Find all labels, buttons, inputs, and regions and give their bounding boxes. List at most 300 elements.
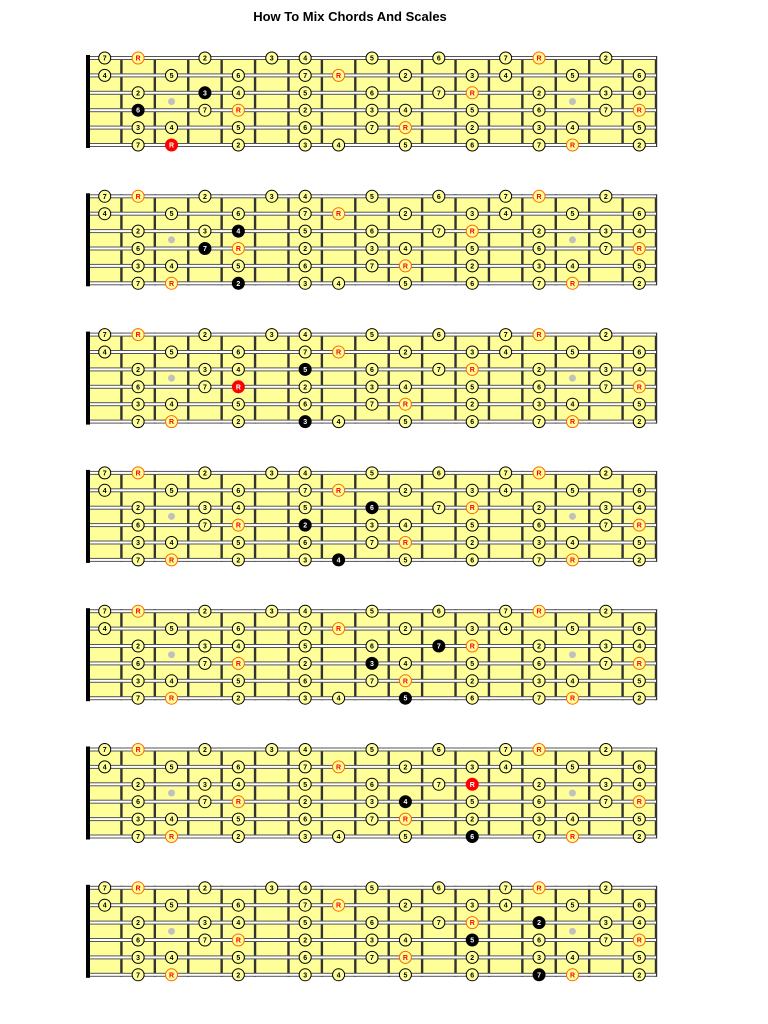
scale-note — [500, 882, 512, 894]
scale-note — [466, 554, 478, 566]
note-label: 4 — [336, 142, 341, 150]
scale-note — [99, 52, 111, 64]
scale-note — [399, 554, 411, 566]
scale-note — [166, 398, 178, 410]
scale-note — [166, 675, 178, 687]
note-label: 7 — [370, 263, 374, 271]
note-label: 7 — [136, 419, 141, 427]
scale-note — [566, 69, 578, 81]
scale-note — [533, 225, 545, 237]
scale-note — [566, 675, 578, 687]
note-label: 7 — [537, 834, 542, 841]
note-label: 7 — [136, 834, 141, 841]
root-note — [166, 692, 178, 704]
scale-note — [566, 623, 578, 635]
scale-note — [232, 346, 244, 358]
scale-note — [399, 381, 411, 393]
scale-note — [633, 554, 645, 566]
note-label: 2 — [637, 280, 642, 288]
fret-line — [655, 886, 657, 977]
fret-line — [220, 609, 222, 700]
scale-note — [299, 831, 311, 843]
note-label: 4 — [102, 211, 107, 219]
scale-note — [199, 519, 211, 531]
note-label: 4 — [637, 228, 642, 236]
scale-note — [232, 640, 244, 652]
nut — [86, 332, 90, 425]
scale-note — [132, 398, 144, 410]
note-label: 2 — [403, 72, 408, 80]
note-label: 3 — [537, 263, 542, 271]
scale-note — [232, 139, 244, 151]
root-note — [399, 260, 411, 272]
note-label: 5 — [637, 540, 642, 547]
scale-note — [232, 87, 244, 99]
scale-note — [132, 917, 144, 929]
scale-note — [566, 208, 578, 220]
note-label: 4 — [403, 799, 408, 807]
note-label: 5 — [637, 816, 642, 824]
fret-line — [154, 886, 156, 977]
note-label: 5 — [570, 902, 575, 910]
scale-note — [299, 260, 311, 272]
scale-note — [500, 190, 512, 202]
scale-note — [466, 623, 478, 635]
scale-note — [132, 519, 144, 531]
scale-note — [633, 899, 645, 911]
scale-note — [199, 329, 211, 341]
note-label: 7 — [603, 937, 608, 945]
root-note — [132, 329, 144, 341]
fret-line — [254, 56, 256, 147]
note-label: 3 — [202, 643, 207, 651]
fret-line — [621, 56, 623, 147]
fret-line — [655, 748, 657, 839]
highlighted-note — [399, 796, 411, 808]
scale-note — [433, 52, 445, 64]
fret-line — [555, 194, 557, 285]
note-label: 7 — [537, 972, 542, 980]
note-label: 2 — [403, 764, 408, 772]
note-label: 2 — [470, 125, 475, 133]
note-label: 5 — [470, 937, 475, 945]
scale-note — [466, 122, 478, 134]
scale-note — [232, 761, 244, 773]
scale-note — [600, 329, 612, 341]
note-label: 4 — [503, 211, 508, 219]
scale-note — [299, 934, 311, 946]
note-label: 2 — [637, 972, 642, 980]
note-label: 3 — [136, 125, 141, 133]
note-label: 5 — [403, 557, 408, 565]
scale-note — [466, 208, 478, 220]
note-label: 4 — [503, 902, 508, 910]
scale-note — [199, 640, 211, 652]
note-label: 7 — [537, 280, 542, 288]
note-label: 2 — [236, 142, 241, 150]
scale-note — [299, 761, 311, 773]
note-label: 7 — [603, 107, 608, 115]
fretboard-diagram — [86, 467, 657, 566]
scale-note — [99, 190, 111, 202]
scale-note — [433, 87, 445, 99]
scale-note — [132, 640, 144, 652]
note-label: R — [636, 937, 642, 945]
note-label: 2 — [603, 747, 608, 754]
note-label: 5 — [303, 90, 308, 98]
note-label: 7 — [603, 799, 608, 807]
scale-note — [433, 467, 445, 479]
scale-note — [433, 363, 445, 375]
note-label: 4 — [503, 764, 508, 772]
note-label: 3 — [370, 522, 374, 530]
fret-line — [187, 886, 189, 977]
note-label: 7 — [202, 660, 207, 668]
note-label: 7 — [102, 747, 107, 754]
fret-line — [588, 333, 590, 424]
root-note — [633, 243, 645, 255]
note-label: 7 — [503, 332, 508, 340]
note-label: 3 — [136, 540, 141, 547]
note-label: 2 — [202, 885, 207, 893]
fret-line — [421, 886, 423, 977]
scale-note — [600, 778, 612, 790]
scale-note — [600, 243, 612, 255]
scale-note — [232, 208, 244, 220]
note-label: 2 — [303, 522, 308, 530]
root-note — [132, 52, 144, 64]
note-label: 7 — [503, 193, 508, 201]
note-label: 6 — [537, 384, 542, 392]
scale-note — [132, 225, 144, 237]
fret-line — [154, 471, 156, 562]
fret-line — [354, 56, 356, 147]
note-label: 2 — [303, 107, 308, 115]
note-label: R — [135, 747, 141, 754]
note-label: R — [168, 557, 175, 565]
scale-note — [466, 139, 478, 151]
fret-inlay — [569, 513, 576, 520]
note-label: 7 — [303, 487, 308, 495]
fretboard-diagram — [86, 329, 657, 428]
scale-note — [633, 692, 645, 704]
note-label: 6 — [370, 781, 374, 789]
note-label: 3 — [136, 678, 141, 686]
note-label: R — [402, 816, 408, 824]
note-label: 2 — [470, 678, 475, 686]
root-note — [333, 484, 345, 496]
note-label: R — [402, 263, 408, 271]
scale-note — [600, 917, 612, 929]
scale-note — [132, 243, 144, 255]
fret-line — [187, 194, 189, 285]
note-label: 3 — [303, 142, 308, 150]
note-label: 4 — [303, 747, 308, 754]
note-label: 7 — [136, 557, 141, 565]
root-note — [232, 934, 244, 946]
note-label: 3 — [370, 937, 374, 945]
scale-note — [366, 796, 378, 808]
fret-line — [254, 609, 256, 700]
note-label: 2 — [303, 660, 308, 668]
note-label: 3 — [202, 781, 207, 789]
scale-note — [132, 87, 144, 99]
note-label: 7 — [303, 349, 308, 357]
scale-note — [99, 329, 111, 341]
fret-line — [354, 333, 356, 424]
note-label: 6 — [470, 834, 475, 841]
fret-line — [588, 886, 590, 977]
fret-line — [621, 886, 623, 977]
fret-line — [521, 471, 523, 562]
fret-inlay — [569, 928, 576, 935]
scale-note — [466, 277, 478, 289]
scale-note — [633, 675, 645, 687]
note-label: 7 — [436, 920, 441, 928]
scale-note — [399, 519, 411, 531]
scale-note — [600, 467, 612, 479]
note-label: 6 — [136, 660, 141, 668]
fretboard-diagram — [86, 52, 657, 151]
scale-note — [266, 467, 278, 479]
scale-note — [533, 243, 545, 255]
note-label: 6 — [136, 246, 141, 253]
scale-note — [600, 52, 612, 64]
note-label: 2 — [637, 695, 642, 703]
scale-note — [633, 623, 645, 635]
scale-note — [199, 917, 211, 929]
note-label: 3 — [603, 643, 608, 651]
scale-note — [199, 225, 211, 237]
scale-note — [466, 416, 478, 428]
scale-note — [433, 778, 445, 790]
scale-note — [232, 778, 244, 790]
note-label: 3 — [136, 263, 141, 271]
scale-note — [299, 104, 311, 116]
root-note — [566, 554, 578, 566]
scale-note — [266, 882, 278, 894]
nut — [86, 470, 90, 563]
note-label: 6 — [470, 972, 475, 980]
scale-note — [566, 537, 578, 549]
scale-note — [399, 208, 411, 220]
note-label: 5 — [303, 366, 308, 374]
page-title: How To Mix Chords And Scales — [253, 9, 447, 24]
note-label: 2 — [403, 626, 408, 634]
note-label: R — [536, 332, 542, 340]
note-label: 5 — [169, 626, 174, 634]
note-label: 7 — [503, 747, 508, 754]
note-label: 4 — [102, 487, 107, 495]
scale-note — [299, 537, 311, 549]
note-label: 4 — [303, 470, 308, 478]
fret-line — [621, 194, 623, 285]
scale-note — [633, 502, 645, 514]
note-label: R — [469, 505, 475, 513]
scale-note — [99, 899, 111, 911]
scale-note — [399, 69, 411, 81]
highlighted-note — [199, 243, 211, 255]
note-label: R — [636, 660, 642, 668]
fret-line — [588, 471, 590, 562]
root-note — [466, 917, 478, 929]
note-label: 5 — [570, 72, 575, 80]
note-label: R — [469, 643, 475, 651]
fret-line — [555, 748, 557, 839]
note-label: R — [235, 660, 241, 668]
scale-note — [366, 744, 378, 756]
note-label: 5 — [236, 125, 241, 133]
fret-inlay — [168, 236, 175, 243]
note-label: 7 — [370, 401, 374, 409]
scale-note — [633, 139, 645, 151]
note-label: 3 — [202, 228, 207, 236]
root-note — [232, 519, 244, 531]
scale-note — [132, 122, 144, 134]
scale-note — [99, 69, 111, 81]
root-note — [132, 467, 144, 479]
scale-note — [366, 605, 378, 617]
note-label: 5 — [470, 660, 475, 668]
note-label: 2 — [470, 401, 475, 409]
note-label: 7 — [102, 193, 107, 201]
scale-note — [500, 623, 512, 635]
note-label: 5 — [236, 816, 241, 824]
fret-line — [120, 194, 122, 285]
fret-line — [321, 194, 323, 285]
scale-note — [132, 363, 144, 375]
highlighted-note — [533, 917, 545, 929]
fret-line — [421, 748, 423, 839]
scale-note — [500, 484, 512, 496]
note-label: 3 — [303, 419, 308, 427]
note-label: 5 — [403, 695, 408, 703]
scale-note — [466, 796, 478, 808]
scale-note — [132, 951, 144, 963]
fret-line — [421, 471, 423, 562]
scale-note — [299, 467, 311, 479]
note-label: 2 — [537, 643, 542, 651]
note-label: R — [402, 125, 408, 133]
note-label: 3 — [269, 608, 274, 616]
note-label: 3 — [603, 505, 608, 513]
note-label: 5 — [236, 678, 241, 686]
note-label: 5 — [169, 487, 174, 495]
scale-note — [366, 640, 378, 652]
note-label: 5 — [570, 487, 575, 495]
note-label: 3 — [603, 366, 608, 374]
note-label: 2 — [603, 470, 608, 478]
note-label: 4 — [503, 72, 508, 80]
note-label: 7 — [537, 142, 542, 150]
root-note — [566, 139, 578, 151]
fretboard-diagram — [86, 605, 657, 704]
note-label: 4 — [503, 349, 508, 357]
note-label: 4 — [303, 55, 308, 63]
fret-line — [287, 609, 289, 700]
note-label: 7 — [537, 419, 542, 427]
fret-line — [254, 748, 256, 839]
note-label: 5 — [303, 228, 308, 236]
scale-note — [366, 104, 378, 116]
scale-note — [366, 260, 378, 272]
scale-note — [132, 260, 144, 272]
scale-note — [99, 208, 111, 220]
note-label: 2 — [537, 228, 542, 236]
note-label: R — [168, 695, 175, 703]
note-label: R — [135, 332, 141, 340]
note-label: 7 — [537, 557, 542, 565]
scale-note — [132, 657, 144, 669]
note-label: 6 — [370, 643, 374, 651]
scale-note — [500, 208, 512, 220]
note-label: 6 — [537, 660, 542, 668]
scale-note — [533, 381, 545, 393]
scale-note — [633, 778, 645, 790]
scale-note — [232, 675, 244, 687]
scale-note — [366, 519, 378, 531]
fret-line — [120, 56, 122, 147]
scale-note — [232, 623, 244, 635]
note-label: 6 — [136, 107, 141, 115]
scale-note — [533, 934, 545, 946]
note-label: 5 — [570, 764, 575, 772]
scale-note — [600, 381, 612, 393]
fret-line — [421, 609, 423, 700]
root-note — [399, 813, 411, 825]
scale-note — [132, 554, 144, 566]
scale-note — [232, 969, 244, 981]
scale-note — [600, 363, 612, 375]
fret-line — [488, 886, 490, 977]
scale-note — [500, 346, 512, 358]
fret-line — [588, 609, 590, 700]
note-label: 6 — [236, 626, 241, 634]
note-label: 2 — [236, 972, 241, 980]
scale-note — [299, 605, 311, 617]
scale-note — [533, 416, 545, 428]
note-label: R — [636, 246, 642, 253]
nut — [86, 747, 90, 840]
fret-inlay — [168, 651, 175, 658]
root-note — [533, 744, 545, 756]
note-label: 6 — [436, 885, 441, 893]
fret-line — [287, 56, 289, 147]
scale-note — [199, 381, 211, 393]
root-note — [132, 882, 144, 894]
fret-line — [220, 56, 222, 147]
scale-note — [466, 761, 478, 773]
scale-note — [366, 122, 378, 134]
fret-line — [154, 333, 156, 424]
note-label: 7 — [603, 522, 608, 530]
root-note — [232, 657, 244, 669]
note-label: R — [569, 142, 576, 150]
note-label: 7 — [436, 643, 441, 651]
scale-note — [433, 917, 445, 929]
scale-note — [366, 467, 378, 479]
scale-note — [132, 778, 144, 790]
note-label: 7 — [603, 246, 608, 253]
scale-note — [566, 122, 578, 134]
fret-line — [521, 609, 523, 700]
scale-note — [232, 122, 244, 134]
fret-inlay — [168, 375, 175, 382]
nut — [86, 608, 90, 701]
note-label: 3 — [537, 540, 542, 547]
highlighted-note — [466, 831, 478, 843]
note-label: 4 — [236, 781, 241, 789]
